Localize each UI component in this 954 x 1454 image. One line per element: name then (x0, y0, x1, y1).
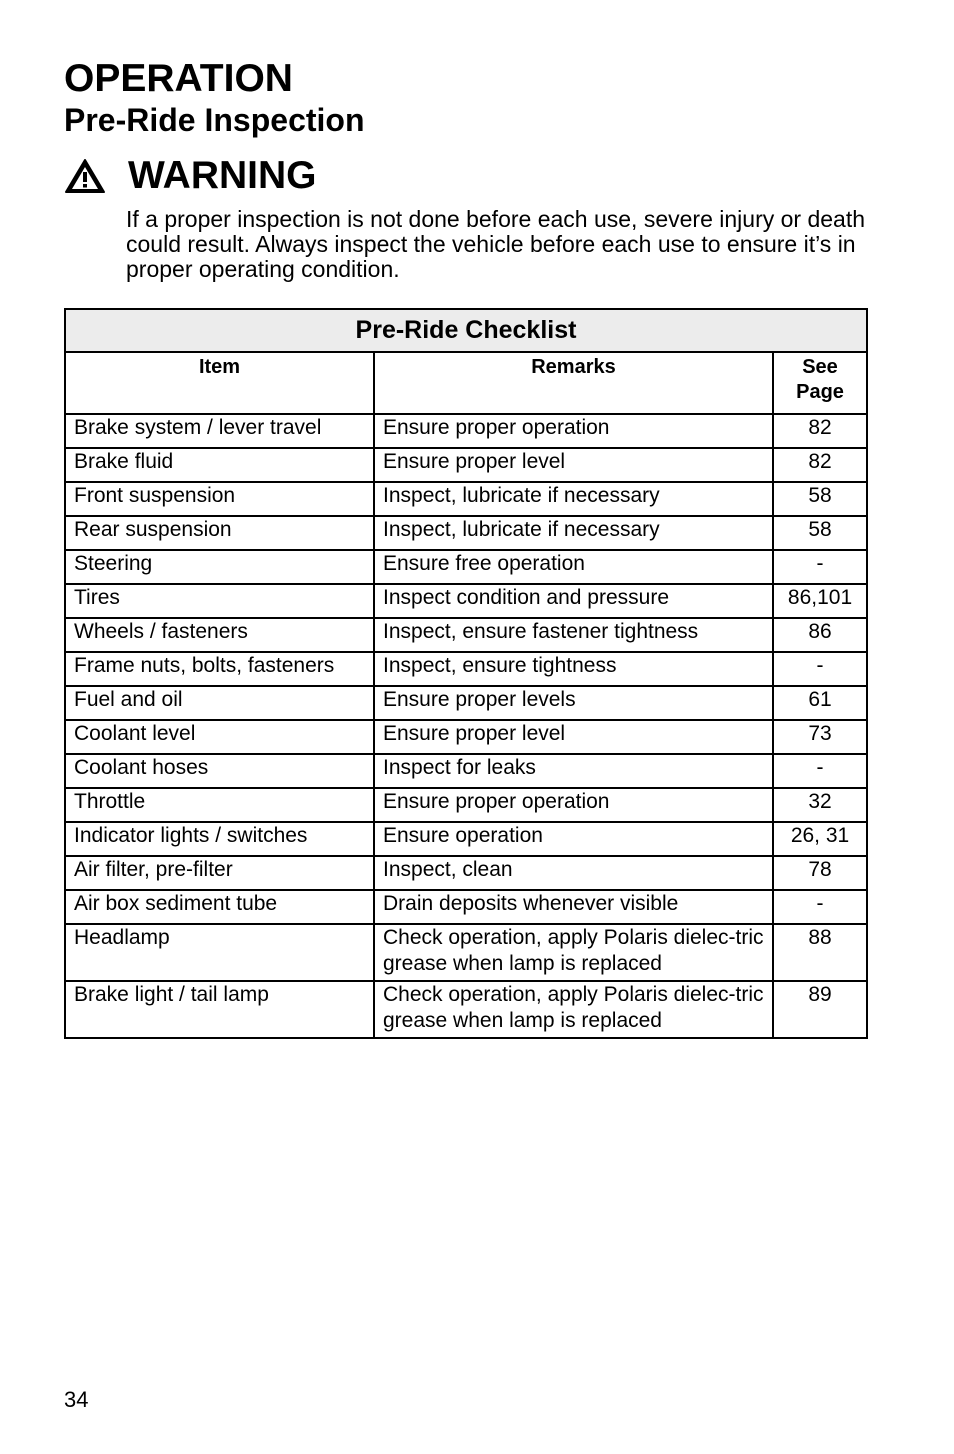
page-cell: - (773, 754, 867, 788)
item-cell: Coolant hoses (65, 754, 374, 788)
warning-label: WARNING (128, 154, 317, 197)
page-cell: - (773, 890, 867, 924)
remarks-cell: Ensure proper operation (374, 788, 773, 822)
page-cell: 86,101 (773, 584, 867, 618)
remarks-cell: Inspect condition and pressure (374, 584, 773, 618)
table-row (65, 754, 867, 788)
table-row (65, 652, 867, 686)
item-cell: Wheels / fasteners (65, 618, 374, 652)
table-row (65, 788, 867, 822)
item-cell: Air filter, pre-filter (65, 856, 374, 890)
column-header-item: Item (65, 352, 374, 414)
remarks-cell: Inspect, lubricate if necessary (374, 516, 773, 550)
table-row (65, 584, 867, 618)
page-cell: - (773, 550, 867, 584)
table-row (65, 482, 867, 516)
remarks-cell: Drain deposits whenever visible (374, 890, 773, 924)
remarks-cell: Inspect, clean (374, 856, 773, 890)
page-cell: 61 (773, 686, 867, 720)
table-row (65, 550, 867, 584)
page-number: 34 (64, 1387, 89, 1412)
remarks-cell: Inspect, lubricate if necessary (374, 482, 773, 516)
page-cell: 78 (773, 856, 867, 890)
item-cell: Brake fluid (65, 448, 374, 482)
item-cell: Headlamp (65, 924, 374, 981)
item-cell: Frame nuts, bolts, fasteners (65, 652, 374, 686)
page-cell: 58 (773, 516, 867, 550)
subsection-title: Pre-Ride Inspection (64, 102, 365, 138)
item-cell: Indicator lights / switches (65, 822, 374, 856)
item-cell: Brake system / lever travel (65, 414, 374, 448)
page-cell: 73 (773, 720, 867, 754)
table-row (65, 981, 867, 1038)
table-row (65, 822, 867, 856)
table-row (65, 720, 867, 754)
warning-text: If a proper inspection is not done before each use, severe injury or death could result. Always inspect the vehicle before each use to ensure it’s in proper operating condition. (126, 206, 866, 282)
remarks-cell: Check operation, apply Polaris dielec-tric grease when lamp is replaced (374, 924, 773, 981)
remarks-cell: Check operation, apply Polaris dielec-tric grease when lamp is replaced (374, 981, 773, 1038)
item-cell: Tires (65, 584, 374, 618)
checklist-title-row (65, 309, 867, 352)
checklist-title: Pre-Ride Checklist (65, 309, 867, 352)
section-title: OPERATION (64, 57, 293, 100)
item-cell: Coolant level (65, 720, 374, 754)
table-row (65, 924, 867, 981)
page-cell: - (773, 652, 867, 686)
page-cell: 32 (773, 788, 867, 822)
page-cell: 89 (773, 981, 867, 1038)
table-row (65, 890, 867, 924)
remarks-cell: Ensure proper operation (374, 414, 773, 448)
table-row (65, 516, 867, 550)
remarks-cell: Inspect, ensure tightness (374, 652, 773, 686)
remarks-cell: Ensure proper levels (374, 686, 773, 720)
remarks-cell: Ensure free operation (374, 550, 773, 584)
checklist-header-row (65, 352, 867, 414)
page-cell: 88 (773, 924, 867, 981)
item-cell: Front suspension (65, 482, 374, 516)
item-cell: Rear suspension (65, 516, 374, 550)
table-row (65, 414, 867, 448)
warning-triangle-icon (64, 158, 106, 194)
warning-header (64, 151, 106, 201)
item-cell: Air box sediment tube (65, 890, 374, 924)
column-header-remarks: Remarks (374, 352, 773, 414)
item-cell: Fuel and oil (65, 686, 374, 720)
table-row (65, 618, 867, 652)
pre-ride-checklist-table (64, 308, 868, 1039)
column-header-page: See Page (773, 352, 867, 414)
table-row (65, 686, 867, 720)
page-cell: 86 (773, 618, 867, 652)
remarks-cell: Ensure proper level (374, 448, 773, 482)
item-cell: Throttle (65, 788, 374, 822)
page-cell: 58 (773, 482, 867, 516)
remarks-cell: Inspect, ensure fastener tightness (374, 618, 773, 652)
table-row (65, 856, 867, 890)
remarks-cell: Ensure proper level (374, 720, 773, 754)
item-cell: Brake light / tail lamp (65, 981, 374, 1038)
table-row (65, 448, 867, 482)
page-cell: 26, 31 (773, 822, 867, 856)
remarks-cell: Inspect for leaks (374, 754, 773, 788)
page-cell: 82 (773, 448, 867, 482)
item-cell: Steering (65, 550, 374, 584)
remarks-cell: Ensure operation (374, 822, 773, 856)
page-cell: 82 (773, 414, 867, 448)
